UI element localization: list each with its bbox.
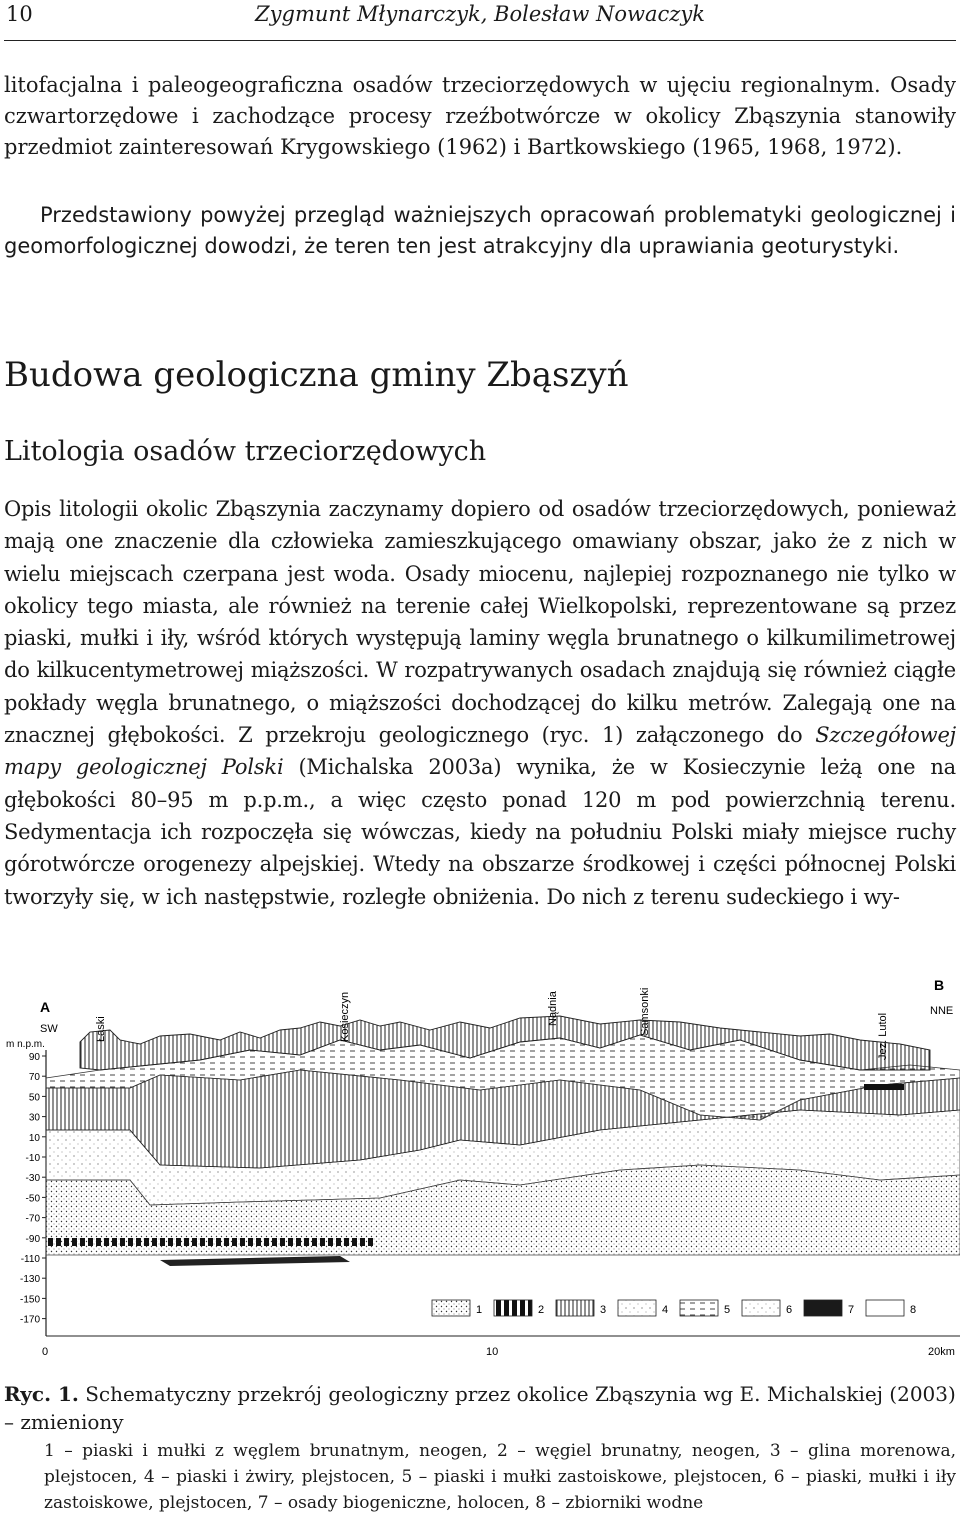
x-tick-0: 0 <box>42 1346 49 1358</box>
y-tick-label: 70 <box>28 1072 40 1084</box>
body-paragraph <box>4 493 956 913</box>
legend-swatch <box>804 1300 842 1316</box>
legend-swatch <box>494 1300 532 1316</box>
body-text-map-title: Szczegółowej mapy geologicznej Polski <box>4 723 956 780</box>
section-subtitle: Litologia osadów trzeciorzędowych <box>4 436 487 467</box>
lake-water <box>864 1084 904 1090</box>
figure-caption <box>4 1380 956 1436</box>
x-tick-20km: 20km <box>928 1346 955 1358</box>
legend-number: 2 <box>538 1304 545 1316</box>
y-tick-label: -170 <box>19 1314 40 1326</box>
y-tick-label: -130 <box>19 1274 40 1286</box>
legend-number: 1 <box>476 1304 483 1316</box>
coal-seam-1 <box>46 1238 376 1246</box>
legend-number: 7 <box>848 1304 855 1316</box>
legend-number: 5 <box>724 1304 731 1316</box>
body-text-part-2: (Michalska 2003a) wynika, że w Kosieczynie leżą one na głębokości 80–95 m p.p.m., a więc często ponad 120 m pod powierzchnią terenu. Sedymentacja ich rozpoczęła się wówczas, kiedy na południu Polski miały miejsce ruchy górotwórcze orogenezy alpejskiej. Wtedy na obszarze środkowej i części północnej Polski tworzyły się, w ich następstwie, rozległe obniżenia. Do nich z terenu sudeckiego i wy- <box>4 755 957 909</box>
legend-number: 4 <box>662 1304 669 1316</box>
place-label: Nądnia <box>547 991 559 1026</box>
page-number: 10 <box>6 2 33 26</box>
legend-number: 8 <box>910 1304 917 1316</box>
place-label: Samsonki <box>639 987 651 1036</box>
y-tick-label: 30 <box>28 1112 40 1124</box>
intro-paragraph-2: Przedstawiony powyżej przegląd ważniejszych opracowań problematyki geologicznej i geomorfologicznej dowodzi, że teren ten jest atrakcyjny dla uprawiania geoturystyki. <box>4 203 956 258</box>
page-header <box>4 0 956 41</box>
caption-legend: 1 – piaski i mułki z węglem brunatnym, neogen, 2 – węgiel brunatny, neogen, 3 – glina morenowa, plejstocen, 4 – piaski i żwiry, plejstocen, 5 – piaski i mułki zastoiskowe, plejstocen, 6 – piaski, mułki i iły zastoiskowe, plejstocen, 7 – osady biogeniczne, holocen, 8 – zbiorniki wodne <box>44 1441 956 1513</box>
legend-number: 3 <box>600 1304 607 1316</box>
running-head-authors: Zygmunt Młynarczyk, Bolesław Nowaczyk <box>255 2 705 26</box>
section-end-a: A <box>40 999 51 1015</box>
direction-nne: NNE <box>930 1005 954 1017</box>
y-tick-label: -110 <box>20 1254 40 1265</box>
place-label: Łaski <box>95 1016 107 1042</box>
section-end-b: B <box>934 977 945 993</box>
intro-paragraph-1: litofacjalna i paleogeograficzna osadów trzeciorzędowych w ujęciu regionalnym. Osady czwartorzędowe i zachodzące procesy rzeźbotwórcze w okolicy Zbąszynia stanowiły przedmiot zainteresowań Krygowskiego (1962) i Bartkowskiego (1965, 1968, 1972). <box>4 73 956 160</box>
y-tick-label: -70 <box>25 1213 40 1225</box>
section-title: Budowa geologiczna gminy Zbąszyń <box>4 355 629 395</box>
place-label: Jez. Lutol <box>877 1012 889 1060</box>
y-tick-label: -50 <box>25 1193 40 1205</box>
geological-cross-section-figure <box>0 970 960 1365</box>
legend-swatch <box>680 1300 718 1316</box>
place-label: Kosieczyn <box>339 991 351 1042</box>
y-axis-unit: m n.p.m. <box>6 1039 45 1050</box>
legend-number: 6 <box>786 1304 793 1316</box>
figure-legend <box>432 1300 916 1316</box>
y-tick-label: 90 <box>28 1052 40 1063</box>
y-tick-label: 10 <box>28 1132 40 1144</box>
body-text-part-1: Opis litologii okolic Zbąszynia zaczynamy dopiero od osadów trzeciorzędowych, ponieważ mają one znaczenie dla człowieka zamieszkującego omawiany obszar, jako że z nich w wielu miejscach czerpana jest woda. Osady miocenu, najlepiej rozpoznanego nie tylko w okolicy tego miasta, ale również na terenie całej Wielkopolski, reprezentowane są przez piaski, mułki i iły, wśród których występują laminy węgla brunatnego o kilkumilimetrowej do kilkucentymetrowej miąższości. W rozpatrywanych osadach znajdują się również ciągłe pokłady węgla brunatnego, o miąższości dochodzącej do kilku metrów. Zalegają one na znacznej głębokości. Z przekroju geologicznego (ryc. 1) załączonego do <box>4 497 956 748</box>
legend-swatch <box>556 1300 594 1316</box>
y-tick-label: -10 <box>25 1153 40 1164</box>
y-tick-label: -30 <box>25 1173 40 1185</box>
y-tick-label: 50 <box>28 1092 40 1104</box>
direction-sw: SW <box>40 1023 58 1035</box>
y-axis-ticks <box>20 1052 46 1326</box>
y-tick-label: -150 <box>19 1294 40 1306</box>
coal-seam-2 <box>160 1256 350 1266</box>
y-tick-label: -90 <box>25 1233 40 1245</box>
x-tick-10: 10 <box>486 1346 499 1358</box>
legend-swatch <box>618 1300 656 1316</box>
legend-swatch <box>432 1300 470 1316</box>
caption-label: Ryc. 1. <box>4 1382 79 1406</box>
legend-swatch <box>866 1300 904 1316</box>
caption-title: Schematyczny przekrój geologiczny przez okolice Zbąszynia wg E. Michalskiej (2003) – zmieniony <box>4 1382 956 1434</box>
legend-swatch <box>742 1300 780 1316</box>
